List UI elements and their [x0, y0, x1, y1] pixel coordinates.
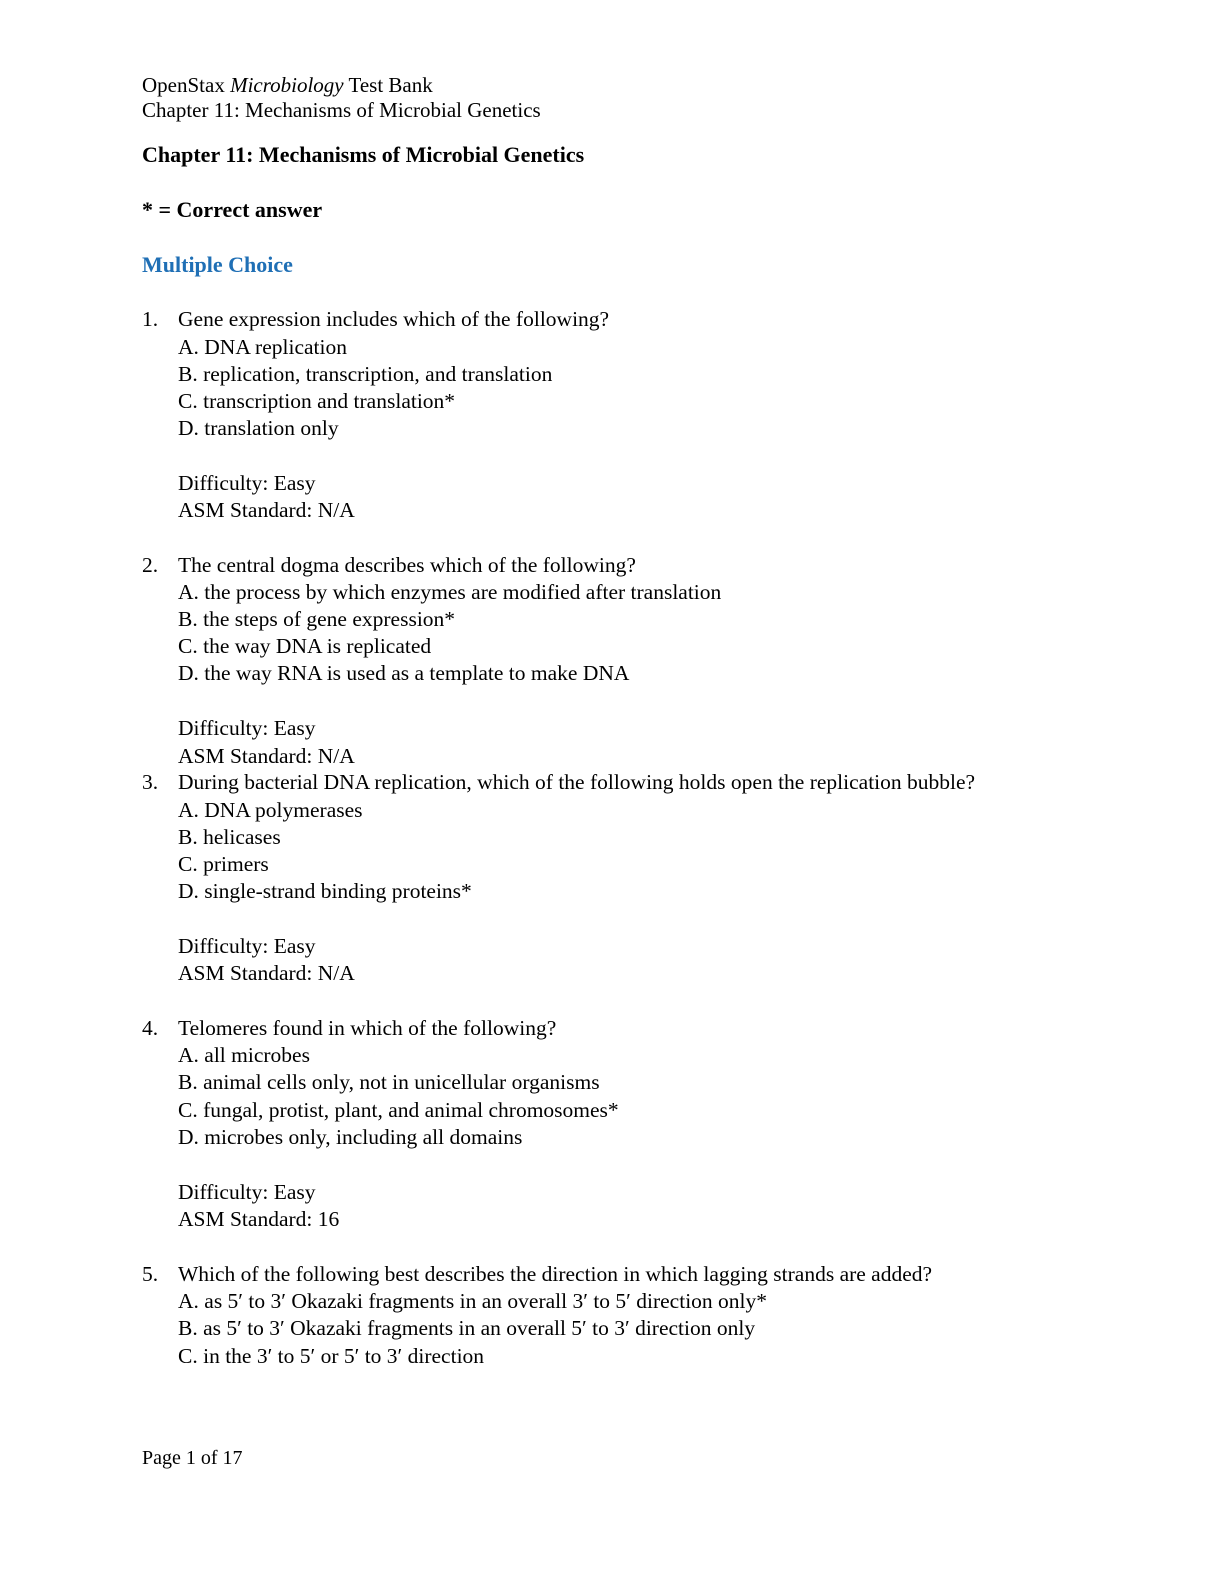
- question-number: 3.: [142, 770, 159, 794]
- answer-option-correct: C. fungal, protist, plant, and animal chromosomes*: [178, 1098, 619, 1122]
- correct-answer-legend: * = Correct answer: [142, 197, 323, 222]
- answer-option-correct: C. transcription and translation*: [178, 389, 456, 413]
- answer-option: D. translation only: [178, 416, 339, 440]
- running-header-line1: [142, 72, 433, 98]
- page-number-footer: Page 1 of 17: [142, 1447, 243, 1469]
- asm-standard-label: ASM Standard: N/A: [178, 744, 355, 768]
- header-book-title: Microbiology: [230, 73, 344, 97]
- header-suffix: Test Bank: [343, 73, 433, 97]
- question-text: Which of the following best describes the direction in which lagging strands are added?: [178, 1262, 933, 1286]
- answer-option-correct: A. as 5′ to 3′ Okazaki fragments in an overall 3′ to 5′ direction only*: [178, 1289, 768, 1313]
- difficulty-label: Difficulty: Easy: [178, 471, 316, 495]
- header-prefix: OpenStax: [142, 73, 231, 97]
- answer-option: B. helicases: [178, 825, 281, 849]
- answer-option: C. in the 3′ to 5′ or 5′ to 3′ direction: [178, 1344, 485, 1368]
- running-header-line2: Chapter 11: Mechanisms of Microbial Genetics: [142, 98, 541, 122]
- answer-option: A. the process by which enzymes are modified after translation: [178, 580, 722, 604]
- question-number: 2.: [142, 553, 159, 577]
- question-text: Gene expression includes which of the following?: [178, 307, 610, 331]
- answer-option: A. DNA replication: [178, 335, 347, 359]
- question-number: 5.: [142, 1262, 159, 1286]
- answer-option: B. replication, transcription, and translation: [178, 362, 553, 386]
- answer-option: D. the way RNA is used as a template to make DNA: [178, 661, 630, 685]
- difficulty-label: Difficulty: Easy: [178, 934, 316, 958]
- asm-standard-label: ASM Standard: N/A: [178, 961, 355, 985]
- question-text: During bacterial DNA replication, which of the following holds open the replication bubble?: [178, 770, 976, 794]
- difficulty-label: Difficulty: Easy: [178, 716, 316, 740]
- difficulty-label: Difficulty: Easy: [178, 1180, 316, 1204]
- chapter-title: Chapter 11: Mechanisms of Microbial Genetics: [142, 142, 585, 167]
- question-text: Telomeres found in which of the following?: [178, 1016, 557, 1040]
- question-number: 4.: [142, 1016, 159, 1040]
- answer-option-correct: D. single-strand binding proteins*: [178, 879, 472, 903]
- answer-option: C. primers: [178, 852, 269, 876]
- answer-option: A. DNA polymerases: [178, 798, 363, 822]
- answer-option: C. the way DNA is replicated: [178, 634, 432, 658]
- answer-option: B. as 5′ to 3′ Okazaki fragments in an overall 5′ to 3′ direction only: [178, 1316, 756, 1340]
- answer-option: B. animal cells only, not in unicellular organisms: [178, 1070, 600, 1094]
- answer-option: A. all microbes: [178, 1043, 310, 1067]
- section-heading-multiple-choice: Multiple Choice: [142, 252, 293, 277]
- question-number: 1.: [142, 307, 159, 331]
- answer-option-correct: B. the steps of gene expression*: [178, 607, 456, 631]
- asm-standard-label: ASM Standard: N/A: [178, 498, 355, 522]
- asm-standard-label: ASM Standard: 16: [178, 1207, 340, 1231]
- answer-option: D. microbes only, including all domains: [178, 1125, 523, 1149]
- question-text: The central dogma describes which of the following?: [178, 553, 636, 577]
